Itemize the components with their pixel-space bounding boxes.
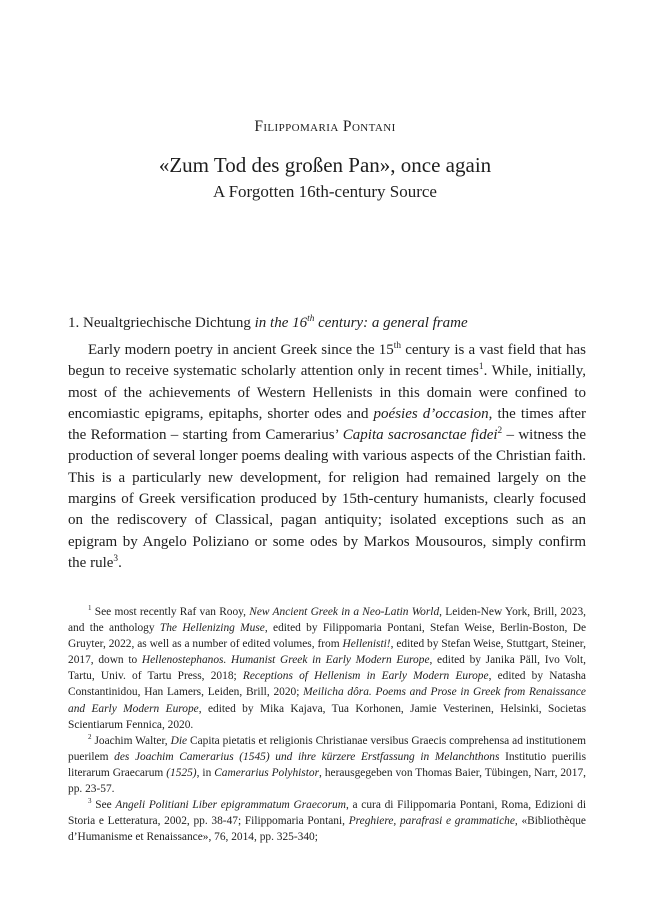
footnotes	[68, 604, 586, 845]
article-title: «Zum Tod des großen Pan», once again	[158, 153, 492, 177]
author-name: Filippomaria Pontani	[254, 118, 396, 135]
footnote-ref: 2	[497, 426, 503, 437]
footnote-1: $^1$ See most recently Raf van Rooy, New Ancient Greek in a Neo-Latin World, Leiden-New York, Brill, 2023, and the anthology The Hellenizing Muse, edited by Filippomaria Pontani, Stefan Weise, Berlin-Boston, De Gruyter, 2022, as well as a number of edited volumes, from Hellenisti!, edited by Stefan Weise, Stuttgart, Steiner, 2017, down to Hellenostephanos. Humanist Greek in Early Modern Europe, edited by Janika Päll, Ivo Volt, Tartu, Univ. of Tartu Press, 2018; Receptions of Hellenism in Early Modern Europe, edited by Natasha Constantinidou, Han Lamers, Leiden, Brill, 2020; Meilicha dôra. Poems and Prose in Greek from Renaissance and Early Modern Europe, edited by Mika Kajava, Tua Korhonen, Jamie Vesterinen, Helsinki, Societas Scientiarum Fennica, 2020.	[68, 604, 587, 731]
footnote-ref: 3	[113, 553, 119, 564]
footnote-2: $^2$ Joachim Walter, Die Capita pietatis et religionis Christianae versibus Graecis comprehensa ad institutionem puerilem des Joachim Camerarius (1545) und ihre kürzere Erstfassung in Melanchthons Institutio puerilis literarum Graecarum (1525), in Camerarius Polyhistor, herausgegeben von Thomas Baier, Tübingen, Narr, 2017, pp. 23-57.	[68, 732, 587, 796]
section-heading: 1. Neualtgriechische Dichtung in the 16th century: a general frame	[68, 314, 468, 331]
footnote-3: $^3$ See Angeli Politiani Liber epigrammatum Graecorum, a cura di Filippomaria Pontani, Roma, Edizioni di Storia e Letteratura, 2002, pp. 38-47; Filippomaria Pontani, Preghiere, parafrasi e grammatiche, «Bibliothèque d’Humanisme et Renaissance», 76, 2014, pp. 325-340;	[68, 797, 586, 844]
footnote-ref: 1	[478, 362, 484, 373]
article-subtitle: A Forgotten 16th-century Source	[213, 182, 437, 201]
body-paragraph: Early modern poetry in ancient Greek since the 15th century is a vast field that has begun to receive systematic scholarly attention only in recent times$^1$. While, initially, most of the achievements of Western Hellenists in this domain were confined to encomiastic epigrams, epitaphs, shorter odes and poésies d’occasion, the times after the Reformation – starting from Camerarius’ Capita sacrosanctae fidei$^2$ – witness the production of several longer poems dealing with various aspects of the Christian faith. This is a particularly new development, for religion had remained largely on the margins of Greek versification produced by 15th-century humanists, clearly focused on the rediscovery of Classical, pagan antiquity; isolated exceptions such as an epigram by Angelo Poliziano or some odes by Markos Mousouros, simply confirm the rule$^3$.	[68, 341, 587, 571]
